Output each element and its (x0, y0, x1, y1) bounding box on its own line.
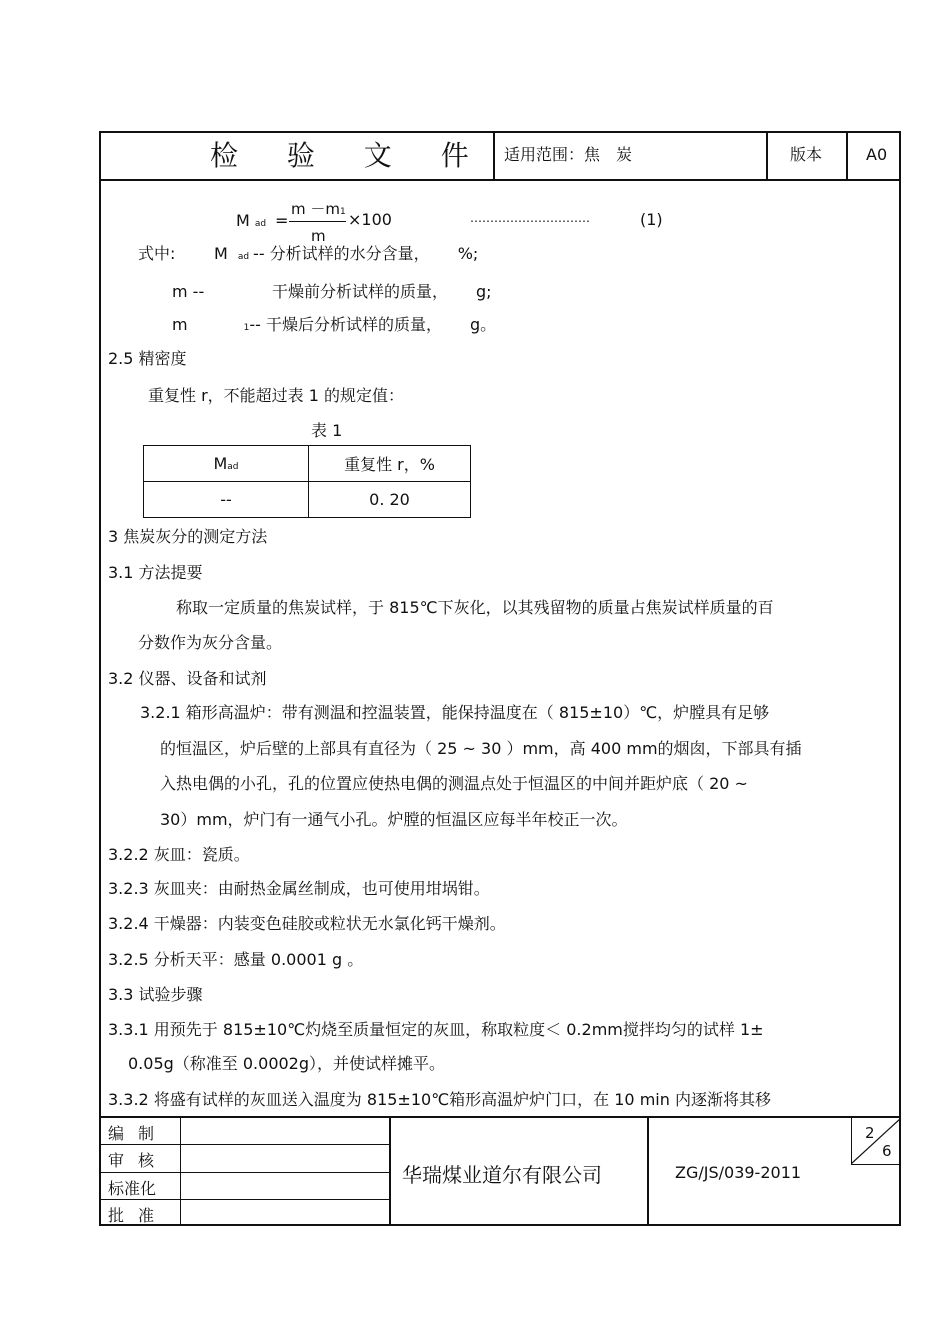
header-sep-1 (493, 131, 495, 180)
table-cell: -- (144, 482, 309, 518)
where-line-2-text: 干燥前分析试样的质量， g; (272, 282, 492, 301)
footer-label-approved: 批准 (108, 1206, 169, 1225)
paragraph-line: 称取一定质量的焦炭试样，于 815℃下灰化，以其残留物的质量占焦炭试样质量的百 (176, 598, 774, 617)
header-sep-2 (766, 131, 768, 180)
company-name: 华瑞煤业道尔有限公司 (402, 1163, 602, 1187)
footer-sep (180, 1116, 181, 1226)
where-line-3: m 1-- 干燥后分析试样的质量， g。 (172, 315, 497, 334)
paragraph-line: 分数作为灰分含量。 (138, 633, 283, 652)
table-caption: 表 1 (311, 421, 343, 440)
paragraph-line: 的恒温区，炉后壁的上部具有直径为（ 25 ~ 30 ）mm，高 400 mm的烟囱，下部具有插 (160, 739, 802, 758)
section-3-1-heading: 3.1 方法提要 (108, 563, 203, 582)
header-divider (99, 179, 901, 181)
paragraph-line: 3.2.5 分析天平：感量 0.0001 g 。 (108, 950, 364, 969)
formula-equals: = (275, 211, 289, 230)
where-intro: 式中: (138, 244, 176, 263)
table-row (144, 482, 471, 518)
version-label: 版本 (790, 145, 823, 164)
table-header-cell: Mad (144, 446, 309, 482)
formula-number: (1) (640, 210, 663, 229)
footer-row-rule (99, 1144, 389, 1145)
formula-times: ×100 (348, 210, 392, 229)
where-line-1: M ad -- 分析试样的水分含量， %; (214, 244, 479, 263)
paragraph-line: 3.2.3 灰皿夹：由耐热金属丝制成，也可使用坩埚钳。 (108, 879, 490, 898)
formula-numerator: m －m1 (291, 200, 346, 218)
precision-text: 重复性 r，不能超过表 1 的规定值： (148, 386, 405, 405)
precision-table (143, 445, 471, 518)
footer-label-reviewed: 审核 (108, 1151, 169, 1170)
section-2-5-heading: 2.5 精密度 (108, 349, 187, 368)
paragraph-line: 3.2.1 箱形高温炉：带有测温和控温装置，能保持温度在（ 815±10）℃，炉膛具有足够 (140, 703, 770, 722)
footer-top-rule (99, 1116, 901, 1118)
paragraph-line: 0.05g（称准至 0.0002g），并使试样摊平。 (128, 1054, 446, 1073)
section-3-heading: 3 焦炭灰分的测定方法 (108, 527, 268, 546)
page-total: 6 (882, 1142, 892, 1160)
document-code: ZG/JS/039-2011 (675, 1163, 802, 1182)
formula-leader: ………………………… (470, 211, 590, 225)
formula-lhs: Mad (236, 211, 267, 230)
page-box-rule (851, 1164, 901, 1165)
paragraph-line: 3.2.2 灰皿：瓷质。 (108, 845, 250, 864)
page-current: 2 (865, 1124, 875, 1142)
table-header-cell: 重复性 r，% (309, 446, 471, 482)
paragraph-line: 3.3.1 用预先于 815±10℃灼烧至质量恒定的灰皿，称取粒度＜ 0.2mm搅拌均匀的试样 1± (108, 1020, 764, 1039)
section-3-3-heading: 3.3 试验步骤 (108, 985, 203, 1004)
page-diagonal (851, 1118, 901, 1164)
footer-label-standardized: 标准化 (108, 1179, 157, 1198)
document-title: 检 验 文 件 (210, 139, 489, 172)
paragraph-line: 3.3.2 将盛有试样的灰皿送入温度为 815±10℃箱形高温炉炉门口，在 10 min 内逐渐将其移 (108, 1090, 771, 1109)
scope-label: 适用范围：焦 炭 (504, 145, 633, 164)
where-line-2-sym: m -- (172, 282, 205, 301)
footer-label-prepared: 编制 (108, 1124, 169, 1143)
table-header-row (144, 446, 471, 482)
header-sep-3 (846, 131, 848, 180)
footer-sep (389, 1116, 391, 1226)
paragraph-line: 3.2.4 干燥器：内装变色硅胶或粒状无水氯化钙干燥剂。 (108, 914, 506, 933)
paragraph-line: 入热电偶的小孔，孔的位置应使热电偶的测温点处于恒温区的中间并距炉底（ 20 ~ (160, 774, 748, 793)
page-number-divider (851, 1118, 901, 1164)
section-3-2-heading: 3.2 仪器、设备和试剂 (108, 669, 267, 688)
version-value: A0 (866, 145, 888, 164)
footer-sep (647, 1116, 649, 1226)
fraction-bar (289, 221, 346, 222)
footer-row-rule (99, 1172, 389, 1173)
table-cell: 0. 20 (309, 482, 471, 518)
formula-denominator: m (311, 227, 326, 245)
paragraph-line: 30）mm，炉门有一通气小孔。炉膛的恒温区应每半年校正一次。 (160, 810, 628, 829)
footer-row-rule (99, 1199, 389, 1200)
